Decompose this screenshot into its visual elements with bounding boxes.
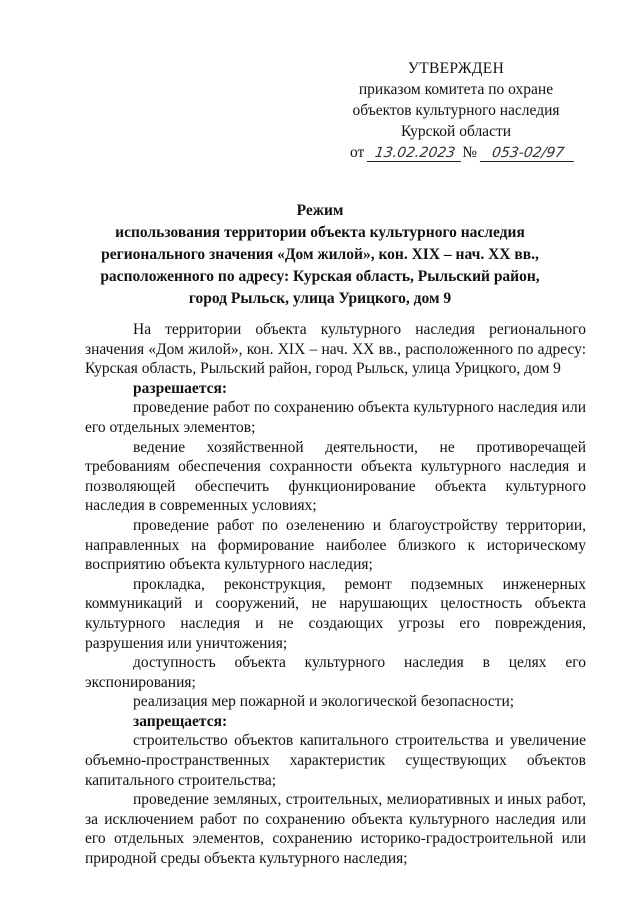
allowed-item: ведение хозяйственной деятельности, не противоречащей требованиям обеспечения сохранности объекта культурного наследия и позволяющей обеспечить функционирование объекта культурного наследия в современных условиях; [85,438,586,515]
allowed-item: реализация мер пожарной и экологической безопасности; [133,693,515,711]
number-sign: № [462,144,477,161]
document-title [90,200,550,310]
approval-line-2: объектов культурного наследия [352,102,560,119]
approval-block [338,58,574,163]
allowed-item: проведение работ по озеленению и благоустройству территории, направленных на формирование наиболее близкого к историческому восприятию объекта культурного наследия; [85,516,586,574]
allowed-item: проведение работ по сохранению объекта культурного наследия или его отдельных элементов; [85,399,586,436]
allowed-heading: разрешается: [133,379,228,397]
handwritten-date: 13.02.2023 [367,145,463,162]
approval-dateline [350,142,574,163]
forbidden-item: проведение земляных, строительных, мелиоративных и иных работ, за исключением работ по сохранению объекта культурного наследия или его отдельных элементов, сохранению историко-градостроительной или природной среды объекта культурного наследия; [85,791,586,868]
allowed-item: доступность объекта культурного наследия в целях его экспонирования; [85,654,586,691]
document-body [85,320,586,869]
approval-line-3: Курской области [400,123,512,140]
date-prefix: от [350,144,365,161]
handwritten-number: 053-02/97 [480,145,576,162]
forbidden-item: строительство объектов капитального строительства и увеличение объемно-пространственных характеристик существующих объектов капитального строительства; [85,732,586,789]
title-line-3: регионального значения «Дом жилой», кон. XIX – нач. XX вв., [101,246,539,263]
title-line-1: Режим [296,202,344,219]
approval-line-1: приказом комитета по охране [358,81,554,98]
title-line-5: город Рыльск, улица Урицкого, дом 9 [188,290,452,307]
title-line-4: расположенного по адресу: Курская область, Рыльский район, [100,268,540,285]
approval-heading: УТВЕРЖДЕН [407,60,505,77]
title-line-2: использования территории объекта культурного наследия [115,224,525,241]
allowed-item: прокладка, реконструкция, ремонт подземных инженерных коммуникаций и сооружений, не нарушающих целостность объекта культурного наследия и не создающих угрозы его повреждения, разрушения или уничтожения; [85,575,586,652]
intro-paragraph: На территории объекта культурного наследия регионального значения «Дом жилой», кон. XIX – нач. XX вв., расположенного по адресу: Курская область, Рыльский район, город Рыльск, улица Урицкого, дом 9 [85,321,586,378]
forbidden-heading: запрещается: [133,712,228,730]
